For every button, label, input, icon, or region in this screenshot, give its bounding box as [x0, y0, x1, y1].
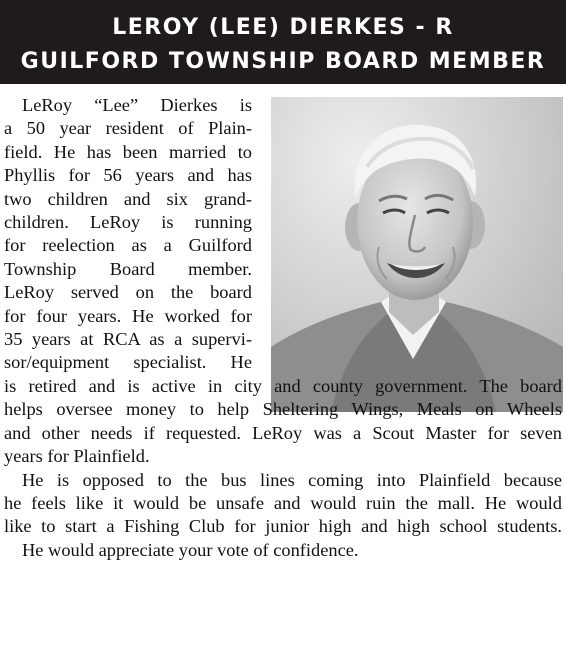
text-line: for four years. He worked for	[4, 305, 252, 326]
text-line: sor/equipment specialist. He	[4, 352, 252, 373]
closing-paragraph	[4, 539, 566, 562]
text-line: LeRoy served on the board	[4, 282, 252, 303]
text-line: and other needs if requested. LeRoy was a Scout Master for seven	[4, 422, 562, 443]
text-line: field. He has been married to	[4, 141, 252, 162]
text-line: children. LeRoy is running	[4, 212, 252, 233]
text-line: for reelection as a Guilford	[4, 235, 252, 256]
text-line: Township Board member.	[4, 258, 252, 279]
bio-paragraph	[4, 94, 566, 469]
bus-lines-paragraph	[4, 469, 566, 539]
text-line: He would appreciate your vote of confidence.	[22, 539, 359, 560]
text-line: LeRoy “Lee” Dierkes is	[22, 95, 252, 115]
candidate-office-heading: GUILFORD TOWNSHIP BOARD MEMBER	[20, 49, 546, 74]
text-line: He is opposed to the bus lines coming into Plainfield because	[22, 469, 562, 490]
candidate-header	[0, 0, 566, 84]
text-line: he feels like it would be unsafe and would ruin the mall. He would	[4, 492, 562, 513]
candidate-name-heading: LEROY (LEE) DIERKES - R	[112, 15, 454, 40]
text-line: two children and six grand-	[4, 188, 252, 209]
text-line: like to start a Fishing Club for junior high and high school students.	[4, 516, 562, 537]
text-line: 35 years at RCA as a supervi-	[4, 329, 252, 350]
text-line: helps oversee money to help Sheltering Wings, Meals on Wheels	[4, 399, 562, 420]
text-line: years for Plainfield.	[4, 446, 150, 467]
text-line: a 50 year resident of Plain-	[4, 118, 252, 139]
text-line: Phyllis for 56 years and has	[4, 165, 252, 186]
candidate-article	[4, 94, 566, 562]
text-line: is retired and is active in city and county government. The board	[4, 375, 562, 396]
